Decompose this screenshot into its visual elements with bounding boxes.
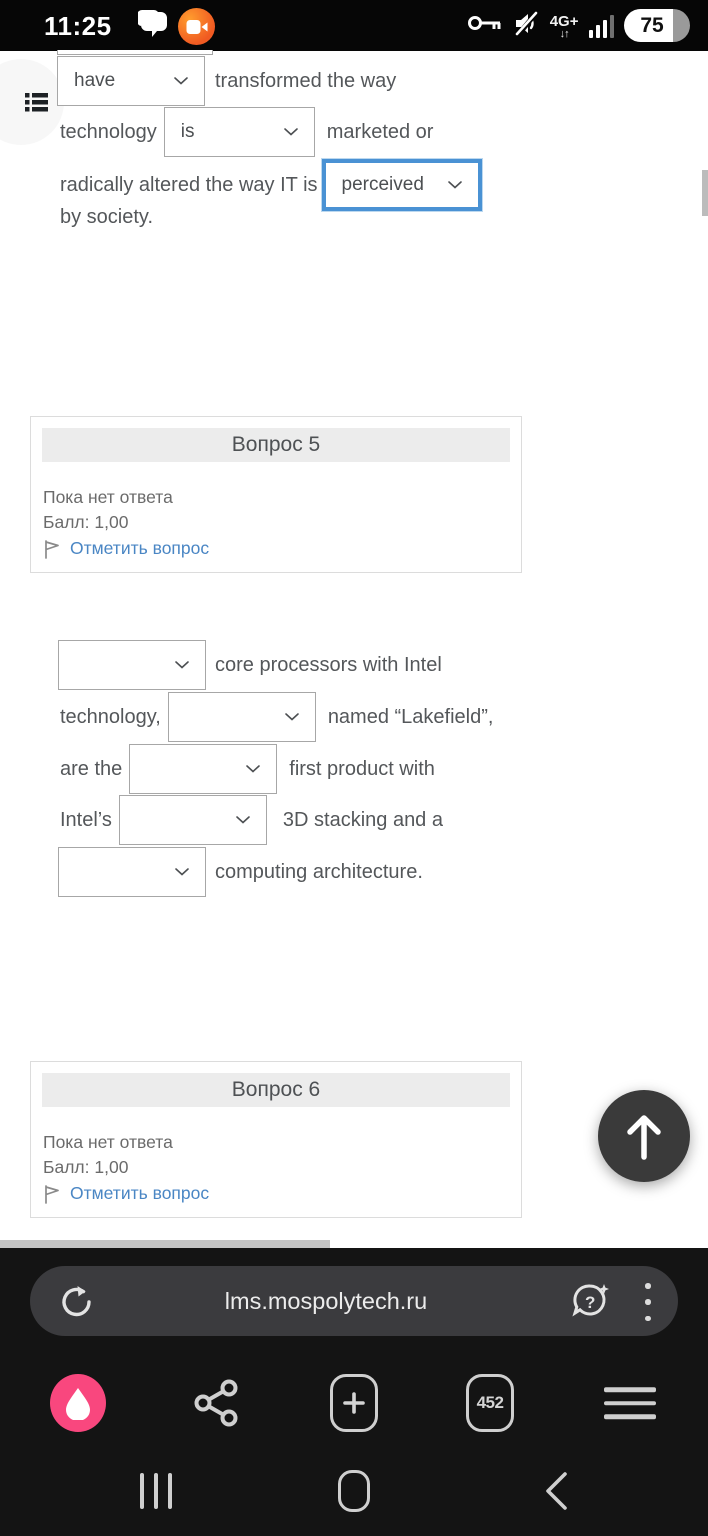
vertical-scrollbar-thumb[interactable] — [702, 170, 708, 216]
address-bar[interactable] — [30, 1266, 678, 1336]
select-cut-off-top[interactable] — [57, 50, 213, 55]
question5-line4 — [60, 795, 447, 845]
svg-text:?: ? — [585, 1293, 596, 1312]
mute-icon — [513, 10, 540, 42]
url-text[interactable]: lms.mospolytech.ru — [224, 1287, 428, 1314]
chevron-down-icon — [175, 868, 189, 876]
question6-info-card — [30, 1061, 522, 1218]
select-perceived-focused[interactable]: perceived — [322, 159, 482, 211]
home-button[interactable] — [338, 1470, 370, 1512]
quiz-navigation-drawer-toggle[interactable] — [0, 59, 64, 145]
question4-line1 — [57, 56, 400, 106]
tab-count: 452 — [476, 1393, 504, 1412]
screen-recorder-icon — [178, 8, 215, 45]
chevron-down-icon — [285, 713, 299, 721]
assistant-alice-button[interactable] — [50, 1374, 106, 1432]
question-text: core processors with Intel — [215, 653, 442, 676]
question4-line4 — [60, 206, 157, 229]
flag-question-link[interactable]: Отметить вопрос — [70, 1183, 210, 1203]
scroll-to-top-button[interactable] — [598, 1090, 690, 1182]
signal-strength-icon — [589, 14, 615, 38]
notification-chat-icon — [138, 9, 170, 44]
question-grade: Балл: 1,00 — [43, 1157, 129, 1177]
home-icon — [338, 1470, 370, 1512]
question5-line1 — [58, 640, 446, 690]
new-tab-button[interactable] — [330, 1374, 378, 1432]
question-number-title: Вопрос 5 — [42, 428, 510, 462]
flag-question-link[interactable]: Отметить вопрос — [70, 538, 210, 558]
question-text: Intel’s — [60, 808, 112, 831]
question4-line2 — [60, 107, 437, 157]
quiz-page — [0, 51, 708, 1248]
question-status: Пока нет ответа — [43, 1132, 173, 1152]
select-blank-1[interactable] — [58, 640, 206, 690]
select-blank-5[interactable] — [58, 847, 206, 897]
question4-line3 — [60, 159, 482, 211]
back-button[interactable] — [544, 1471, 568, 1511]
question-text: marketed or — [326, 120, 434, 143]
question-text: radically altered the way IT is — [60, 173, 318, 196]
chevron-down-icon — [246, 765, 260, 773]
question5-line2 — [60, 692, 497, 742]
question-text: first product with — [289, 757, 435, 780]
question-grade: Балл: 1,00 — [43, 512, 129, 532]
question-text: are the — [60, 757, 123, 780]
flag-icon — [43, 539, 61, 559]
chevron-down-icon — [175, 661, 189, 669]
chevron-down-icon — [448, 181, 462, 189]
select-blank-4[interactable] — [119, 795, 267, 845]
browser-bottom-chrome — [0, 1248, 708, 1536]
recents-button[interactable] — [140, 1473, 172, 1509]
up-arrow-icon — [622, 1111, 666, 1161]
horizontal-scrollbar-thumb[interactable] — [0, 1240, 330, 1248]
recents-icon — [140, 1473, 172, 1509]
question-text: computing architecture. — [215, 860, 423, 883]
question-text: technology — [60, 120, 157, 143]
select-blank-3[interactable] — [129, 744, 277, 794]
question5-line5 — [58, 847, 427, 897]
tabs-button[interactable] — [466, 1374, 514, 1432]
question5-line3 — [60, 744, 439, 794]
network-type-indicator: 4G+ ↓↑ — [549, 12, 579, 40]
question-text: named “Lakefield”, — [327, 705, 494, 728]
plus-icon — [330, 1374, 378, 1432]
browser-menu-button[interactable] — [604, 1387, 656, 1419]
share-button[interactable] — [193, 1378, 239, 1428]
list-icon — [25, 92, 48, 113]
chevron-down-icon — [284, 128, 298, 136]
flag-icon — [43, 1184, 61, 1204]
share-icon — [193, 1378, 239, 1428]
question-number-title: Вопрос 6 — [42, 1073, 510, 1107]
hamburger-icon — [604, 1387, 656, 1419]
alice-icon — [50, 1374, 106, 1432]
question-text: 3D stacking and a — [282, 808, 443, 831]
question-text: technology, — [60, 705, 161, 728]
battery-indicator: 75 — [624, 9, 690, 42]
question-text: transformed the way — [215, 69, 397, 92]
select-have[interactable]: have — [57, 56, 205, 106]
question5-info-card — [30, 416, 522, 573]
question-text: by society. — [60, 206, 153, 228]
chevron-down-icon — [174, 77, 188, 85]
ai-chat-icon — [568, 1280, 612, 1324]
back-chevron-icon — [544, 1471, 568, 1511]
chevron-down-icon — [236, 816, 250, 824]
status-bar — [0, 0, 708, 51]
ai-assistant-button[interactable] — [568, 1280, 612, 1329]
clock: 11:25 — [44, 11, 112, 41]
question-status: Пока нет ответа — [43, 487, 173, 507]
vpn-key-icon — [467, 12, 503, 39]
select-blank-2[interactable] — [168, 692, 316, 742]
select-is[interactable]: is — [164, 107, 315, 157]
address-bar-menu-button[interactable] — [644, 1283, 652, 1321]
